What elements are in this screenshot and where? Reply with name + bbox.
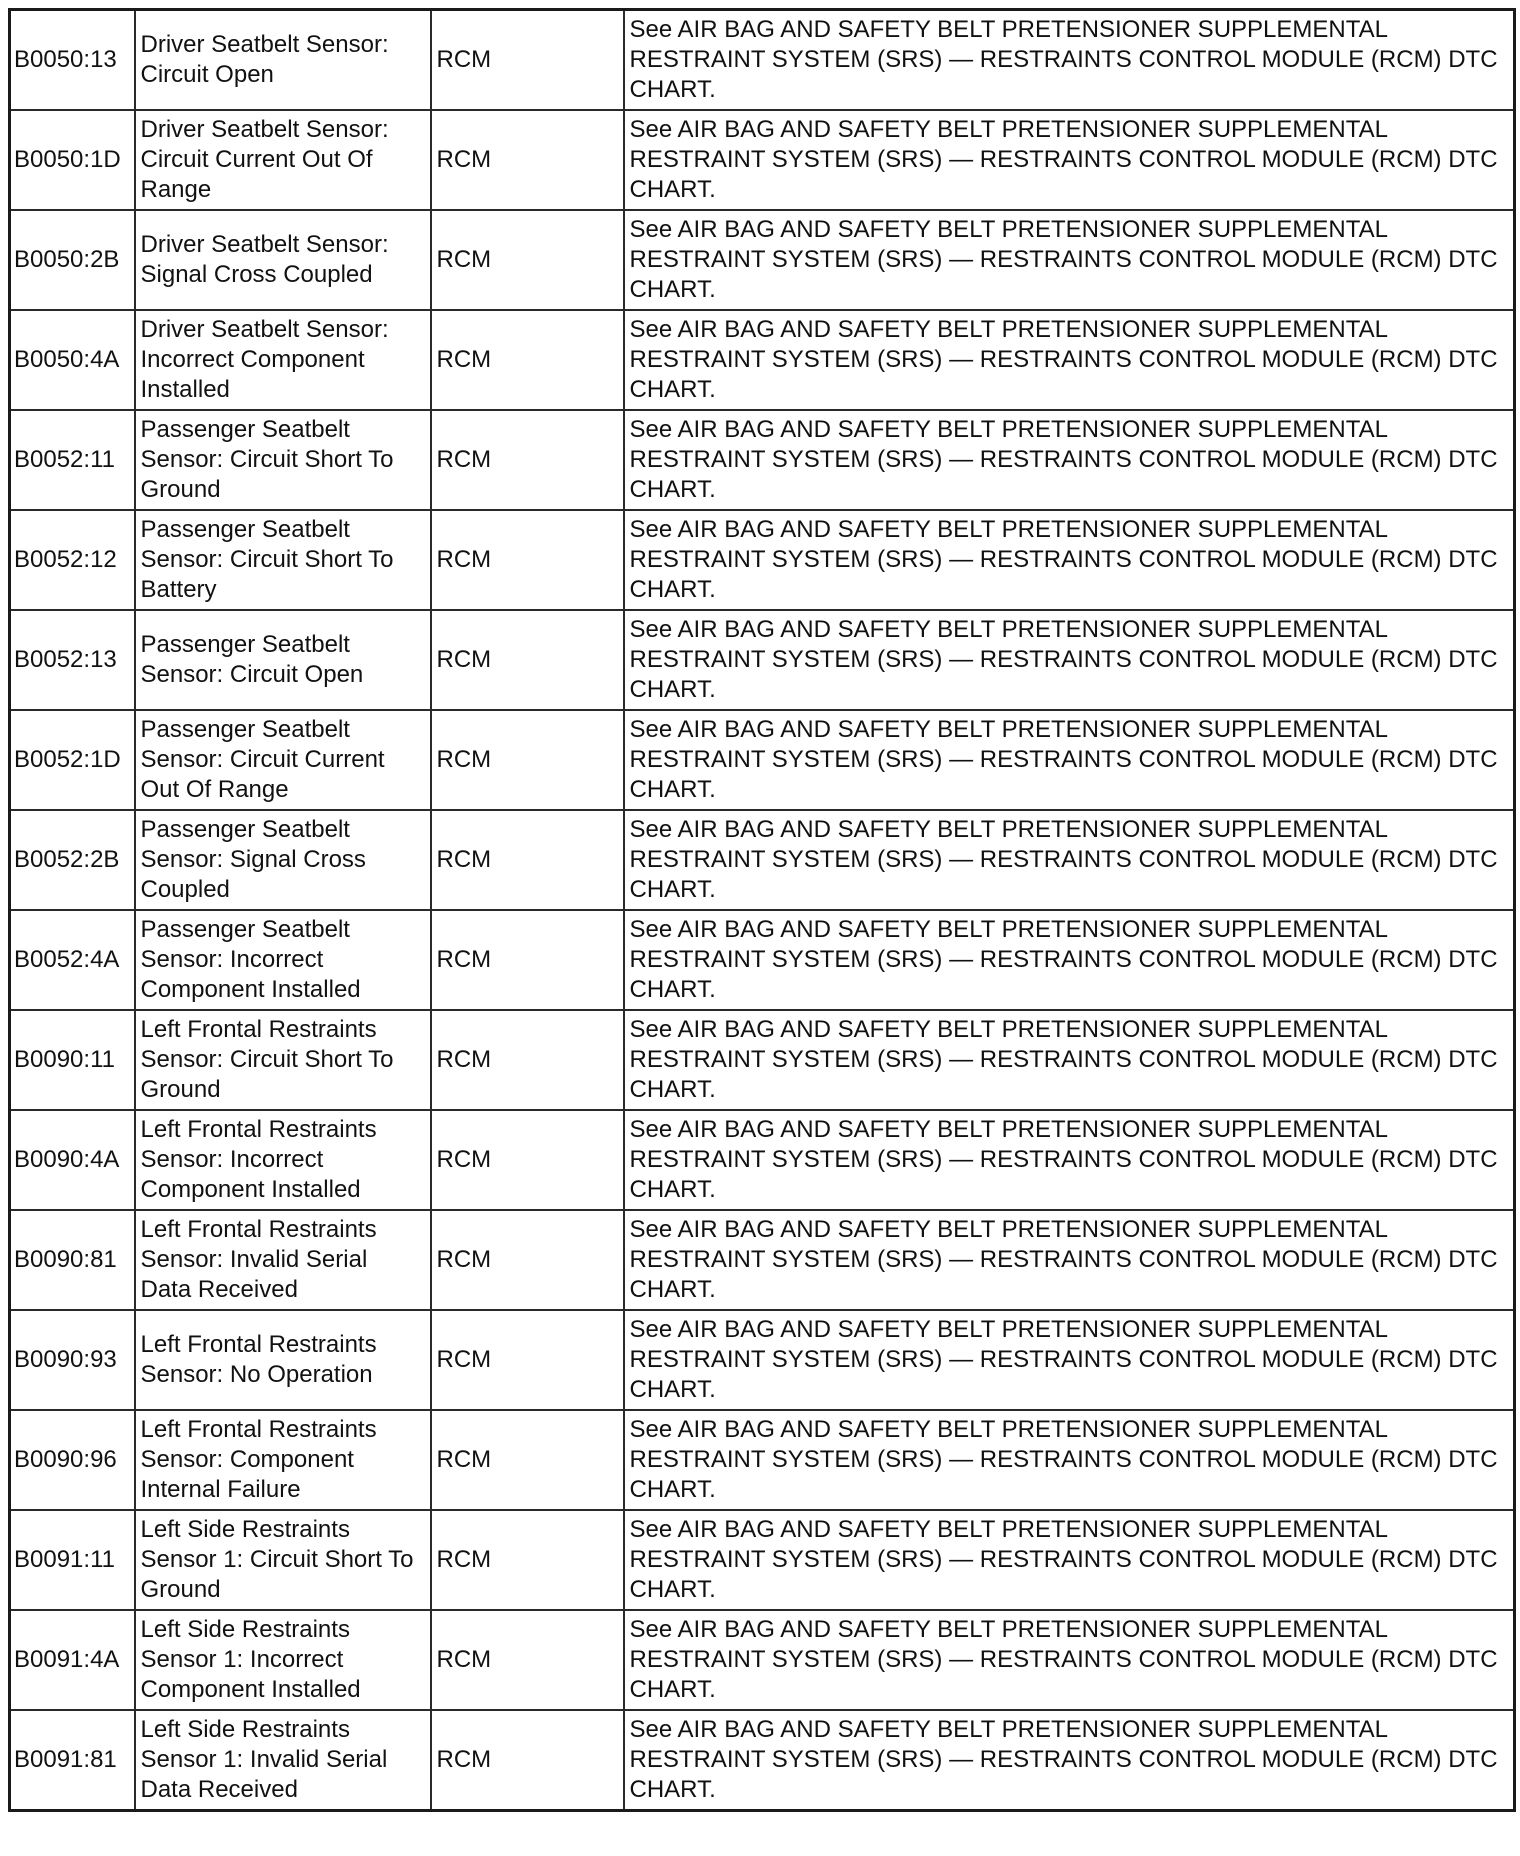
dtc-description-cell: Left Frontal Restraints Sensor: Invalid Serial Data Received	[135, 1210, 431, 1310]
dtc-module-cell: RCM	[431, 110, 624, 210]
dtc-action-cell: See AIR BAG AND SAFETY BELT PRETENSIONER SUPPLEMENTAL RESTRAINT SYSTEM (SRS) — RESTRAINTS CONTROL MODULE (RCM) DTC CHART.	[624, 610, 1515, 710]
dtc-table	[8, 8, 1516, 1812]
table-row	[10, 410, 1515, 510]
dtc-code-cell: B0090:96	[10, 1410, 135, 1510]
dtc-action-cell: See AIR BAG AND SAFETY BELT PRETENSIONER SUPPLEMENTAL RESTRAINT SYSTEM (SRS) — RESTRAINTS CONTROL MODULE (RCM) DTC CHART.	[624, 1610, 1515, 1710]
dtc-description-cell: Passenger Seatbelt Sensor: Incorrect Component Installed	[135, 910, 431, 1010]
dtc-code-cell: B0050:2B	[10, 210, 135, 310]
table-row	[10, 10, 1515, 111]
dtc-action-cell: See AIR BAG AND SAFETY BELT PRETENSIONER SUPPLEMENTAL RESTRAINT SYSTEM (SRS) — RESTRAINTS CONTROL MODULE (RCM) DTC CHART.	[624, 1110, 1515, 1210]
dtc-action-cell: See AIR BAG AND SAFETY BELT PRETENSIONER SUPPLEMENTAL RESTRAINT SYSTEM (SRS) — RESTRAINTS CONTROL MODULE (RCM) DTC CHART.	[624, 410, 1515, 510]
table-row	[10, 510, 1515, 610]
dtc-description-cell: Left Side Restraints Sensor 1: Circuit Short To Ground	[135, 1510, 431, 1610]
table-row	[10, 110, 1515, 210]
dtc-description-cell: Left Frontal Restraints Sensor: Incorrect Component Installed	[135, 1110, 431, 1210]
table-row	[10, 610, 1515, 710]
dtc-module-cell: RCM	[431, 10, 624, 111]
dtc-action-cell: See AIR BAG AND SAFETY BELT PRETENSIONER SUPPLEMENTAL RESTRAINT SYSTEM (SRS) — RESTRAINTS CONTROL MODULE (RCM) DTC CHART.	[624, 1210, 1515, 1310]
table-row	[10, 1210, 1515, 1310]
dtc-action-cell: See AIR BAG AND SAFETY BELT PRETENSIONER SUPPLEMENTAL RESTRAINT SYSTEM (SRS) — RESTRAINTS CONTROL MODULE (RCM) DTC CHART.	[624, 1410, 1515, 1510]
dtc-action-cell: See AIR BAG AND SAFETY BELT PRETENSIONER SUPPLEMENTAL RESTRAINT SYSTEM (SRS) — RESTRAINTS CONTROL MODULE (RCM) DTC CHART.	[624, 10, 1515, 111]
dtc-action-cell: See AIR BAG AND SAFETY BELT PRETENSIONER SUPPLEMENTAL RESTRAINT SYSTEM (SRS) — RESTRAINTS CONTROL MODULE (RCM) DTC CHART.	[624, 210, 1515, 310]
dtc-module-cell: RCM	[431, 710, 624, 810]
dtc-module-cell: RCM	[431, 510, 624, 610]
table-row	[10, 1410, 1515, 1510]
table-row	[10, 210, 1515, 310]
dtc-module-cell: RCM	[431, 1010, 624, 1110]
dtc-action-cell: See AIR BAG AND SAFETY BELT PRETENSIONER SUPPLEMENTAL RESTRAINT SYSTEM (SRS) — RESTRAINTS CONTROL MODULE (RCM) DTC CHART.	[624, 810, 1515, 910]
dtc-module-cell: RCM	[431, 1410, 624, 1510]
dtc-description-cell: Left Frontal Restraints Sensor: Circuit Short To Ground	[135, 1010, 431, 1110]
dtc-code-cell: B0052:4A	[10, 910, 135, 1010]
dtc-description-cell: Driver Seatbelt Sensor: Circuit Open	[135, 10, 431, 111]
dtc-action-cell: See AIR BAG AND SAFETY BELT PRETENSIONER SUPPLEMENTAL RESTRAINT SYSTEM (SRS) — RESTRAINTS CONTROL MODULE (RCM) DTC CHART.	[624, 1010, 1515, 1110]
table-row	[10, 310, 1515, 410]
table-row	[10, 810, 1515, 910]
dtc-description-cell: Passenger Seatbelt Sensor: Signal Cross Coupled	[135, 810, 431, 910]
dtc-module-cell: RCM	[431, 1310, 624, 1410]
dtc-module-cell: RCM	[431, 810, 624, 910]
dtc-action-cell: See AIR BAG AND SAFETY BELT PRETENSIONER SUPPLEMENTAL RESTRAINT SYSTEM (SRS) — RESTRAINTS CONTROL MODULE (RCM) DTC CHART.	[624, 310, 1515, 410]
dtc-code-cell: B0090:81	[10, 1210, 135, 1310]
table-row	[10, 1710, 1515, 1811]
table-row	[10, 1110, 1515, 1210]
table-row	[10, 1510, 1515, 1610]
dtc-action-cell: See AIR BAG AND SAFETY BELT PRETENSIONER SUPPLEMENTAL RESTRAINT SYSTEM (SRS) — RESTRAINTS CONTROL MODULE (RCM) DTC CHART.	[624, 710, 1515, 810]
dtc-description-cell: Passenger Seatbelt Sensor: Circuit Short To Ground	[135, 410, 431, 510]
dtc-description-cell: Left Side Restraints Sensor 1: Invalid Serial Data Received	[135, 1710, 431, 1811]
dtc-description-cell: Passenger Seatbelt Sensor: Circuit Short To Battery	[135, 510, 431, 610]
dtc-description-cell: Left Side Restraints Sensor 1: Incorrect Component Installed	[135, 1610, 431, 1710]
table-row	[10, 710, 1515, 810]
dtc-action-cell: See AIR BAG AND SAFETY BELT PRETENSIONER SUPPLEMENTAL RESTRAINT SYSTEM (SRS) — RESTRAINTS CONTROL MODULE (RCM) DTC CHART.	[624, 110, 1515, 210]
table-row	[10, 1010, 1515, 1110]
dtc-description-cell: Passenger Seatbelt Sensor: Circuit Open	[135, 610, 431, 710]
dtc-description-cell: Driver Seatbelt Sensor: Signal Cross Coupled	[135, 210, 431, 310]
dtc-module-cell: RCM	[431, 1610, 624, 1710]
dtc-code-cell: B0050:1D	[10, 110, 135, 210]
dtc-module-cell: RCM	[431, 210, 624, 310]
dtc-code-cell: B0091:4A	[10, 1610, 135, 1710]
dtc-module-cell: RCM	[431, 310, 624, 410]
table-row	[10, 1610, 1515, 1710]
dtc-description-cell: Driver Seatbelt Sensor: Incorrect Component Installed	[135, 310, 431, 410]
dtc-module-cell: RCM	[431, 1710, 624, 1811]
dtc-description-cell: Left Frontal Restraints Sensor: No Operation	[135, 1310, 431, 1410]
dtc-action-cell: See AIR BAG AND SAFETY BELT PRETENSIONER SUPPLEMENTAL RESTRAINT SYSTEM (SRS) — RESTRAINTS CONTROL MODULE (RCM) DTC CHART.	[624, 1710, 1515, 1811]
table-row	[10, 1310, 1515, 1410]
dtc-module-cell: RCM	[431, 910, 624, 1010]
dtc-code-cell: B0091:81	[10, 1710, 135, 1811]
dtc-code-cell: B0052:1D	[10, 710, 135, 810]
dtc-table-body	[10, 10, 1515, 1811]
table-row	[10, 910, 1515, 1010]
dtc-action-cell: See AIR BAG AND SAFETY BELT PRETENSIONER SUPPLEMENTAL RESTRAINT SYSTEM (SRS) — RESTRAINTS CONTROL MODULE (RCM) DTC CHART.	[624, 910, 1515, 1010]
dtc-code-cell: B0090:4A	[10, 1110, 135, 1210]
dtc-description-cell: Passenger Seatbelt Sensor: Circuit Current Out Of Range	[135, 710, 431, 810]
dtc-module-cell: RCM	[431, 410, 624, 510]
dtc-code-cell: B0052:2B	[10, 810, 135, 910]
dtc-description-cell: Driver Seatbelt Sensor: Circuit Current Out Of Range	[135, 110, 431, 210]
dtc-code-cell: B0090:93	[10, 1310, 135, 1410]
dtc-action-cell: See AIR BAG AND SAFETY BELT PRETENSIONER SUPPLEMENTAL RESTRAINT SYSTEM (SRS) — RESTRAINTS CONTROL MODULE (RCM) DTC CHART.	[624, 1510, 1515, 1610]
dtc-module-cell: RCM	[431, 1210, 624, 1310]
dtc-module-cell: RCM	[431, 610, 624, 710]
dtc-code-cell: B0052:11	[10, 410, 135, 510]
dtc-module-cell: RCM	[431, 1510, 624, 1610]
dtc-code-cell: B0052:13	[10, 610, 135, 710]
dtc-code-cell: B0052:12	[10, 510, 135, 610]
dtc-code-cell: B0091:11	[10, 1510, 135, 1610]
dtc-code-cell: B0090:11	[10, 1010, 135, 1110]
dtc-action-cell: See AIR BAG AND SAFETY BELT PRETENSIONER SUPPLEMENTAL RESTRAINT SYSTEM (SRS) — RESTRAINTS CONTROL MODULE (RCM) DTC CHART.	[624, 510, 1515, 610]
dtc-action-cell: See AIR BAG AND SAFETY BELT PRETENSIONER SUPPLEMENTAL RESTRAINT SYSTEM (SRS) — RESTRAINTS CONTROL MODULE (RCM) DTC CHART.	[624, 1310, 1515, 1410]
dtc-module-cell: RCM	[431, 1110, 624, 1210]
dtc-code-cell: B0050:4A	[10, 310, 135, 410]
dtc-description-cell: Left Frontal Restraints Sensor: Component Internal Failure	[135, 1410, 431, 1510]
dtc-code-cell: B0050:13	[10, 10, 135, 111]
